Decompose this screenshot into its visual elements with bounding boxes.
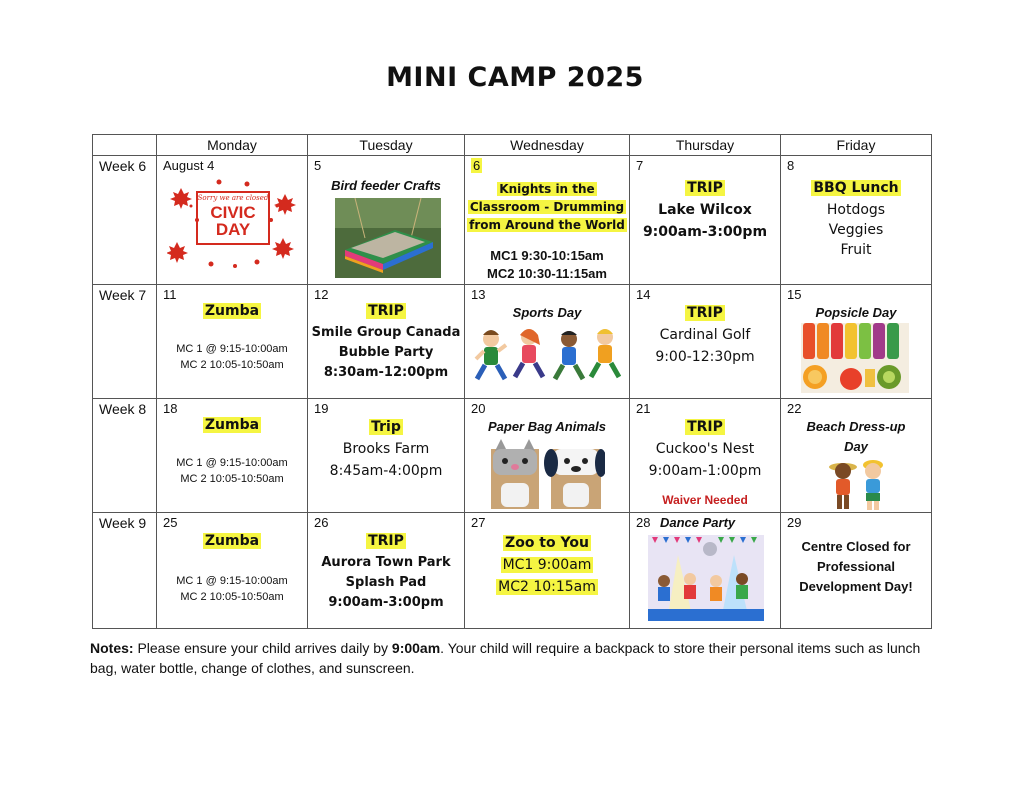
- day-header-tuesday: Tuesday: [308, 135, 465, 156]
- civic-day-closed-text: Sorry we are closed: [197, 194, 269, 202]
- page-title: MINI CAMP 2025: [386, 62, 644, 93]
- civic-day-main-text: CIVIC: [210, 203, 256, 222]
- day-cell: [465, 285, 630, 399]
- day-cell: [465, 513, 630, 629]
- trip-place: Aurora Town Park: [321, 555, 451, 570]
- activity-title-text: Zumba: [204, 303, 260, 319]
- trip-label: [630, 180, 780, 196]
- session-time-text: MC2 10:15am: [498, 579, 596, 595]
- session-time: MC 1 @ 9:15-10:00am: [176, 343, 288, 355]
- trip-text: TRIP: [368, 303, 404, 319]
- day-cell: [630, 285, 781, 399]
- notes-paragraph: [90, 638, 940, 678]
- sports-day-image: [471, 325, 621, 393]
- day-cell: [630, 513, 781, 629]
- day-header-wednesday: Wednesday: [465, 135, 630, 156]
- day-cell: [781, 285, 932, 399]
- day-header-friday: Friday: [781, 135, 932, 156]
- trip-place: Splash Pad: [345, 575, 427, 590]
- corner-cell: [93, 135, 157, 156]
- trip-time: 9:00am-3:00pm: [328, 595, 444, 610]
- civic-day-image: [167, 176, 299, 272]
- session-time: [465, 557, 629, 573]
- date-number: 14: [636, 287, 651, 302]
- trip-place: Smile Group Canada: [311, 325, 461, 340]
- day-cell: [465, 156, 630, 285]
- activity-title-text: Zoo to You: [505, 535, 589, 551]
- session-time: MC1 9:30-10:15am: [490, 248, 604, 263]
- bird-feeder-image: [335, 198, 441, 278]
- week-row: [93, 156, 932, 285]
- session-time: MC 2 10:05-10:50am: [180, 359, 284, 371]
- day-cell: [157, 513, 308, 629]
- date-number: 11: [163, 287, 177, 302]
- waiver-notice: Waiver Needed: [662, 493, 748, 507]
- day-cell: [781, 399, 932, 513]
- session-time: MC 1 @ 9:15-10:00am: [176, 457, 288, 469]
- day-cell: [308, 513, 465, 629]
- activity-title: [157, 417, 307, 433]
- activity-title: [781, 180, 931, 196]
- date-number: 5: [314, 158, 322, 173]
- day-cell: [308, 285, 465, 399]
- week-row: [93, 399, 932, 513]
- trip-place: Cardinal Golf: [659, 327, 751, 343]
- trip-label: [308, 303, 464, 319]
- day-cell: [157, 399, 308, 513]
- activity-line: Knights in the: [499, 182, 595, 196]
- session-time: MC 2 10:05-10:50am: [180, 591, 284, 603]
- day-cell: [630, 156, 781, 285]
- session-time: MC 1 @ 9:15-10:00am: [176, 575, 288, 587]
- date-number: 27: [471, 515, 486, 530]
- trip-time: 9:00am-3:00pm: [642, 224, 768, 240]
- beach-kids-image: [827, 457, 889, 511]
- notes-arrival-time: 9:00am: [391, 640, 441, 656]
- session-time-text: MC1 9:00am: [502, 557, 592, 573]
- day-cell: [630, 399, 781, 513]
- date-number: 28: [636, 515, 651, 530]
- session-time: MC2 10:30-11:15am: [487, 266, 607, 281]
- trip-label: [630, 305, 780, 321]
- activity-title: Beach Dress-up: [806, 419, 906, 434]
- day-cell: [781, 513, 932, 629]
- day-cell: [157, 285, 308, 399]
- popsicle-image: [801, 323, 909, 393]
- activity-title: Paper Bag Animals: [487, 419, 606, 434]
- date-number: 21: [636, 401, 651, 416]
- date-number: 18: [163, 401, 178, 416]
- activity-title-cont: Day: [844, 439, 868, 454]
- calendar-header-row: [93, 135, 932, 156]
- trip-place: Bubble Party: [338, 345, 434, 360]
- day-cell: [781, 156, 932, 285]
- week-label: Week 9: [93, 513, 157, 629]
- day-cell: [308, 399, 465, 513]
- date-number: 7: [636, 158, 644, 173]
- day-cell: [308, 156, 465, 285]
- trip-place: Brooks Farm: [342, 441, 430, 457]
- session-time: MC 2 10:05-10:50am: [180, 473, 284, 485]
- date-number: 20: [471, 401, 486, 416]
- week-label: Week 8: [93, 399, 157, 513]
- notes-text: . Your child will require a backpack to store their personal items such as lunch bag, water bottle, change of clothes, and sunscreen.: [90, 640, 921, 676]
- activity-title: [157, 303, 307, 319]
- calendar-table: [92, 134, 932, 629]
- date-number: 15: [787, 287, 802, 302]
- activity-title: Sports Day: [512, 305, 582, 320]
- trip-text: TRIP: [368, 533, 404, 549]
- trip-place: Cuckoo's Nest: [655, 441, 755, 457]
- activity-title: [157, 533, 307, 549]
- date-number: 22: [787, 401, 802, 416]
- activity-line: Classroom - Drumming: [469, 200, 625, 214]
- trip-label: [308, 419, 464, 435]
- activity-title: Dance Party: [660, 515, 736, 530]
- date-number: 8: [787, 158, 795, 173]
- activity-line: from Around the World: [469, 218, 625, 232]
- notes-text: Please ensure your child arrives daily by: [133, 640, 392, 656]
- date-number: August 4: [163, 158, 215, 173]
- civic-day-sub-text: DAY: [215, 220, 251, 239]
- activity-title: [465, 180, 629, 234]
- trip-label: [308, 533, 464, 549]
- trip-place: Lake Wilcox: [658, 202, 752, 218]
- date-number: 29: [787, 515, 802, 530]
- activity-title: [465, 535, 629, 551]
- date-number: 12: [314, 287, 329, 302]
- date-number: 6: [473, 158, 481, 173]
- activity-title: Popsicle Day: [815, 305, 897, 320]
- closure-notice: Development Day!: [799, 579, 913, 594]
- trip-time: 9:00-12:30pm: [655, 349, 755, 365]
- date-number: 13: [471, 287, 486, 302]
- trip-text: TRIP: [687, 180, 723, 196]
- date-number: 19: [314, 401, 329, 416]
- menu-item: Fruit: [840, 242, 872, 258]
- day-header-thursday: Thursday: [630, 135, 781, 156]
- closure-notice: Centre Closed for: [801, 539, 911, 554]
- trip-time: 9:00am-1:00pm: [648, 463, 762, 479]
- date-number: 26: [314, 515, 329, 530]
- trip-time: 8:30am-12:00pm: [323, 365, 449, 380]
- session-time: [465, 579, 629, 595]
- week-row: [93, 285, 932, 399]
- day-cell: [157, 156, 308, 285]
- notes-label: Notes:: [90, 640, 134, 656]
- week-row: [93, 513, 932, 629]
- activity-title-text: Zumba: [204, 533, 260, 549]
- trip-text: Trip: [371, 419, 401, 435]
- trip-time: 8:45am-4:00pm: [329, 463, 443, 479]
- menu-item: Hotdogs: [826, 202, 886, 218]
- activity-title-text: Zumba: [204, 417, 260, 433]
- day-cell: [465, 399, 630, 513]
- week-label: Week 7: [93, 285, 157, 399]
- paper-bag-animals-image: [487, 439, 605, 509]
- trip-text: TRIP: [687, 305, 723, 321]
- date-number: 25: [163, 515, 178, 530]
- closure-notice: Professional: [816, 559, 896, 574]
- trip-label: [630, 419, 780, 435]
- trip-text: TRIP: [687, 419, 723, 435]
- activity-title: Bird feeder Crafts: [331, 178, 441, 193]
- day-header-monday: Monday: [157, 135, 308, 156]
- week-label: Week 6: [93, 156, 157, 285]
- activity-title-text: BBQ Lunch: [813, 180, 899, 196]
- dance-party-image: [648, 535, 764, 621]
- menu-item: Veggies: [828, 222, 884, 238]
